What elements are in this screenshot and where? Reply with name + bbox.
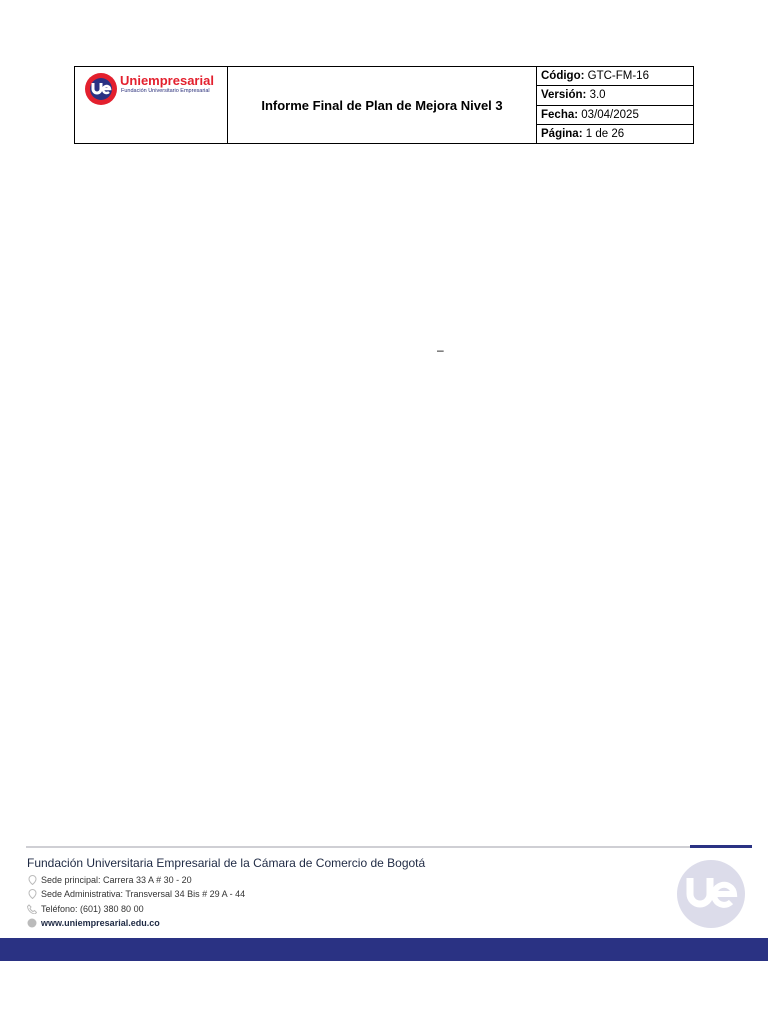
meta-version <box>537 86 694 105</box>
footer-address-admin <box>27 889 245 899</box>
ue-watermark-icon <box>672 858 750 930</box>
logo-name: Uniempresarial <box>120 73 214 88</box>
meta-page-label: Página: <box>541 127 583 140</box>
footer-address-admin-text: Sede Administrativa: Transversal 34 Bis # 29 A - 44 <box>41 889 246 899</box>
location-pin-icon <box>27 875 37 885</box>
footer-divider <box>26 846 690 848</box>
footer-phone-text: Teléfono: (601) 380 80 00 <box>41 904 144 914</box>
phone-icon <box>27 904 37 914</box>
uniempresarial-logo <box>75 67 227 143</box>
logo-cell <box>75 67 228 144</box>
meta-code <box>537 67 694 86</box>
meta-page-value: 1 de 26 <box>585 127 625 140</box>
document-header-table <box>74 66 694 144</box>
meta-version-value: 3.0 <box>589 89 606 102</box>
meta-date-value: 03/04/2025 <box>581 108 639 121</box>
footer-website-link[interactable]: www.uniempresarial.edu.co <box>41 918 160 928</box>
logo-subtitle: Fundación Universitario Empresarial <box>121 88 210 94</box>
meta-date-label: Fecha: <box>541 108 579 121</box>
footer-website <box>27 918 160 928</box>
meta-version-label: Versión: <box>541 89 587 102</box>
footer-band <box>0 938 768 961</box>
location-pin-icon <box>27 889 37 899</box>
meta-code-label: Código: <box>541 70 585 83</box>
document-title: Informe Final de Plan de Mejora Nivel 3 <box>228 67 537 144</box>
footer-address-main-text: Sede principal: Carrera 33 A # 30 - 20 <box>41 875 192 885</box>
footer-org-name: Fundación Universitaria Empresarial de la Cámara de Comercio de Bogotá <box>27 856 426 870</box>
body-dash: – <box>437 343 444 357</box>
footer-divider-accent <box>690 845 752 848</box>
meta-page <box>537 124 694 143</box>
footer-phone <box>27 904 144 914</box>
meta-date <box>537 105 694 124</box>
footer-address-main <box>27 875 192 885</box>
ue-logo-icon <box>83 71 119 107</box>
meta-code-value: GTC-FM-16 <box>587 70 649 83</box>
globe-icon <box>27 918 37 928</box>
